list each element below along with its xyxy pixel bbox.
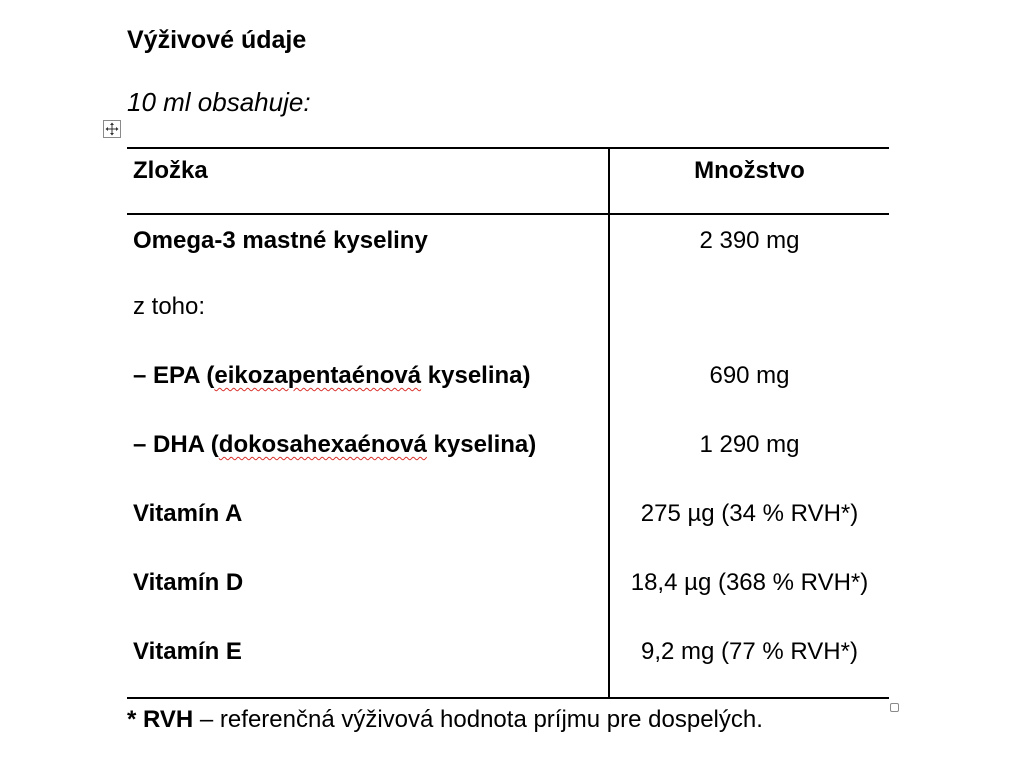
table-row	[127, 628, 889, 698]
ingredient-name-vitamin-a: Vitamín A	[127, 490, 609, 559]
ingredient-amount-epa: 690 mg	[709, 362, 790, 389]
nutrition-table	[127, 147, 889, 699]
move-arrows-icon	[105, 122, 119, 136]
ingredient-name-dha	[127, 421, 609, 490]
ingredient-amount-empty	[609, 283, 889, 352]
ingredient-name-omega3: Omega-3 mastné kyseliny	[127, 214, 609, 283]
table-row	[127, 490, 889, 559]
ingredient-name-epa	[127, 352, 609, 421]
ingredient-name-vitamin-d: Vitamín D	[127, 559, 609, 628]
table-move-handle[interactable]	[103, 120, 121, 138]
dha-prefix: – DHA (	[133, 431, 219, 458]
epa-misspelled-term[interactable]: eikozapentaénová	[214, 362, 422, 389]
document-subtitle: 10 ml obsahuje:	[127, 87, 311, 117]
ingredient-subheading: z toho:	[127, 283, 609, 352]
dha-misspelled-term[interactable]: dokosahexaénová	[218, 431, 427, 458]
epa-suffix: kyselina)	[421, 362, 531, 389]
document-title: Výživové údaje	[127, 26, 307, 54]
epa-prefix: – EPA (	[133, 362, 215, 389]
table-row	[127, 352, 889, 421]
cell-end-marker-icon	[890, 703, 899, 712]
column-header-component: Zložka	[127, 148, 609, 214]
nutrition-table-container	[127, 147, 889, 699]
ingredient-name-vitamin-e: Vitamín E	[127, 628, 609, 698]
footnote	[127, 706, 763, 734]
table-header-row	[127, 148, 889, 214]
ingredient-amount-dha: 1 290 mg	[699, 431, 800, 458]
table-row	[127, 559, 889, 628]
ingredient-amount-vitamin-d: 18,4 µg (368 % RVH*)	[630, 569, 869, 596]
table-row	[127, 283, 889, 352]
column-header-amount: Množstvo	[609, 148, 889, 214]
table-row	[127, 214, 889, 283]
dha-suffix: kyselina)	[426, 431, 537, 458]
ingredient-amount-vitamin-a: 275 µg (34 % RVH*)	[640, 500, 859, 527]
ingredient-amount-vitamin-e: 9,2 mg (77 % RVH*)	[609, 628, 889, 698]
footnote-text: – referenčná výživová hodnota príjmu pre dospelých.	[193, 706, 763, 733]
table-row	[127, 421, 889, 490]
footnote-term: * RVH	[127, 706, 194, 733]
ingredient-amount-omega3: 2 390 mg	[699, 227, 800, 254]
